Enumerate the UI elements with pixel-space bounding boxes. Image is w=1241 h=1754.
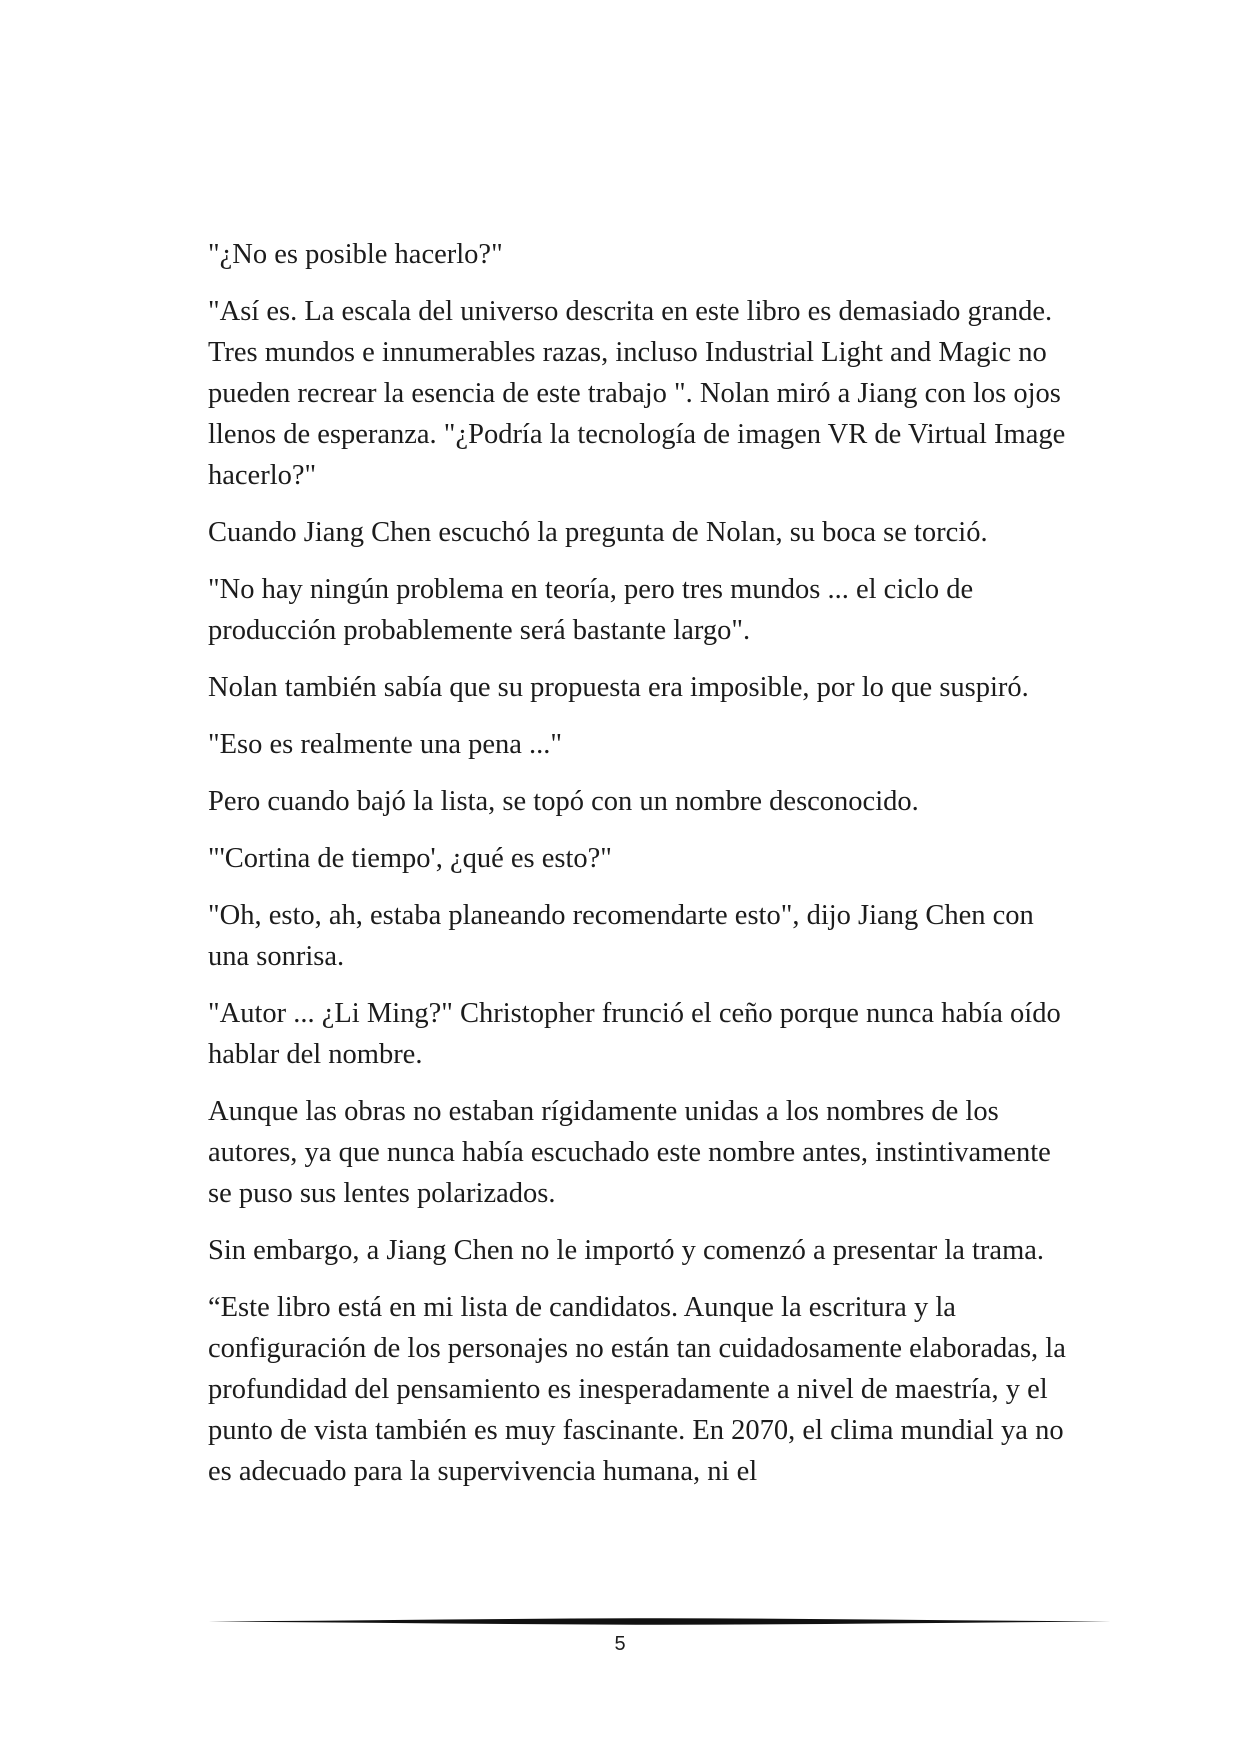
page-number: 5 bbox=[614, 1633, 626, 1655]
body-text bbox=[208, 234, 1078, 1508]
paragraph-13: “Este libro está en mi lista de candidatos. Aunque la escritura y la configuración de los personajes no están tan cuidadosamente elaboradas, la profundidad del pensamiento es inesperadamente a nivel de maestría, y el punto de vista también es muy fascinante. En 2070, el clima mundial ya no es adecuado para la supervivencia humana, ni el bbox=[208, 1292, 1066, 1487]
paragraph-11: Aunque las obras no estaban rígidamente unidas a los nombres de los autores, ya que nunca había escuchado este nombre antes, instintivamente se puso sus lentes polarizados. bbox=[208, 1096, 1051, 1209]
paragraph-2: "Así es. La escala del universo descrita en este libro es demasiado grande. Tres mundos e innumerables razas, incluso Industrial Light and Magic no pueden recrear la esencia de este trabajo ". Nolan miró a Jiang con los ojos llenos de esperanza. "¿Podría la tecnología de imagen VR de Virtual Image hacerlo?" bbox=[208, 296, 1066, 491]
paragraph-10: "Autor ... ¿Li Ming?" Christopher frunció el ceño porque nunca había oído hablar del nombre. bbox=[208, 998, 1061, 1070]
paragraph-6: "Eso es realmente una pena ..." bbox=[208, 729, 563, 760]
paragraph-9: "Oh, esto, ah, estaba planeando recomendarte esto", dijo Jiang Chen con una sonrisa. bbox=[208, 900, 1034, 972]
paragraph-12: Sin embargo, a Jiang Chen no le importó y comenzó a presentar la trama. bbox=[208, 1235, 1045, 1266]
paragraph-1: "¿No es posible hacerlo?" bbox=[208, 239, 503, 270]
paragraph-4: "No hay ningún problema en teoría, pero tres mundos ... el ciclo de producción probablemente será bastante largo". bbox=[208, 574, 974, 646]
paragraph-3: Cuando Jiang Chen escuchó la pregunta de Nolan, su boca se torció. bbox=[208, 517, 988, 548]
paragraph-7: Pero cuando bajó la lista, se topó con un nombre desconocido. bbox=[208, 786, 919, 817]
paragraph-8: "'Cortina de tiempo', ¿qué es esto?" bbox=[208, 843, 612, 874]
footer-divider bbox=[208, 1618, 1111, 1625]
paragraph-5: Nolan también sabía que su propuesta era imposible, por lo que suspiró. bbox=[208, 672, 1029, 703]
